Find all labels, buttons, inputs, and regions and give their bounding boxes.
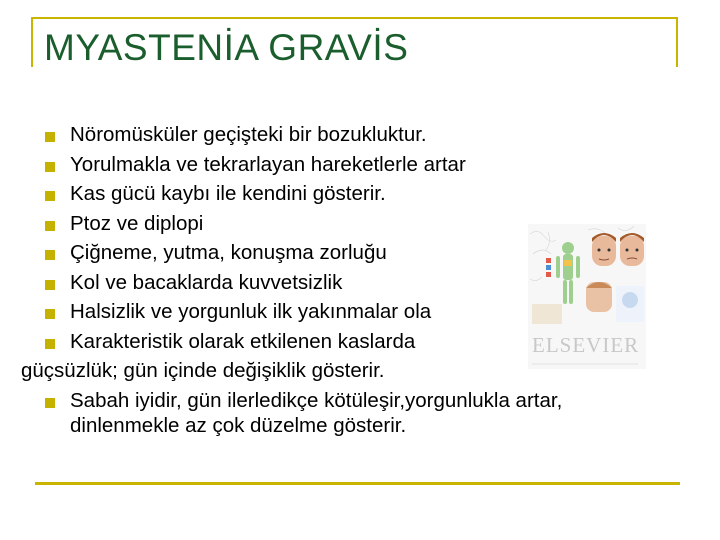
bullet-text: Sabah iyidir, gün ilerledikçe kötüleşir,yorgunlukla artar, dinlenmekle az çok düzelme gösterir. <box>70 388 563 437</box>
bullet-item <box>45 179 685 209</box>
bullet-text: Kol ve bacaklarda kuvvetsizlik <box>70 270 343 294</box>
bullet-list <box>21 120 685 438</box>
bullet-text: Nöromüsküler geçişteki bir bozukluktur. <box>70 123 427 146</box>
bullet-item <box>45 327 685 357</box>
square-bullet-icon <box>45 250 55 260</box>
bullet-item <box>45 120 685 150</box>
slide-title: MYASTENİA GRAVİS <box>44 27 409 68</box>
square-bullet-icon <box>45 280 55 290</box>
bullet-item <box>45 388 640 438</box>
bullet-text: Karakteristik olarak etkilenen kaslarda <box>70 329 416 353</box>
bullet-continuation: güçsüzlük; gün içinde değişiklik gösterir. <box>21 359 385 382</box>
bullet-text: Yorulmakla ve tekrarlayan hareketlerle artar <box>70 152 466 176</box>
square-bullet-icon <box>45 309 55 319</box>
publisher-logo: ELSEVIER <box>532 333 640 357</box>
bullet-text: Ptoz ve diplopi <box>70 211 204 235</box>
square-bullet-icon <box>45 162 55 172</box>
square-bullet-icon <box>45 132 55 142</box>
bullet-item <box>45 268 685 298</box>
square-bullet-icon <box>45 339 55 349</box>
bullet-item <box>45 238 685 268</box>
square-bullet-icon <box>45 191 55 201</box>
bottom-divider <box>35 482 680 485</box>
square-bullet-icon <box>45 221 55 231</box>
square-bullet-icon <box>45 398 55 408</box>
bullet-text: Halsizlik ve yorgunluk ilk yakınmalar ola <box>70 300 432 323</box>
bullet-item <box>45 209 685 239</box>
bullet-item <box>45 150 685 180</box>
bullet-text: Çiğneme, yutma, konuşma zorluğu <box>70 241 387 264</box>
bullet-item <box>45 297 685 327</box>
bullet-text: Kas gücü kaybı ile kendini gösterir. <box>70 182 386 205</box>
